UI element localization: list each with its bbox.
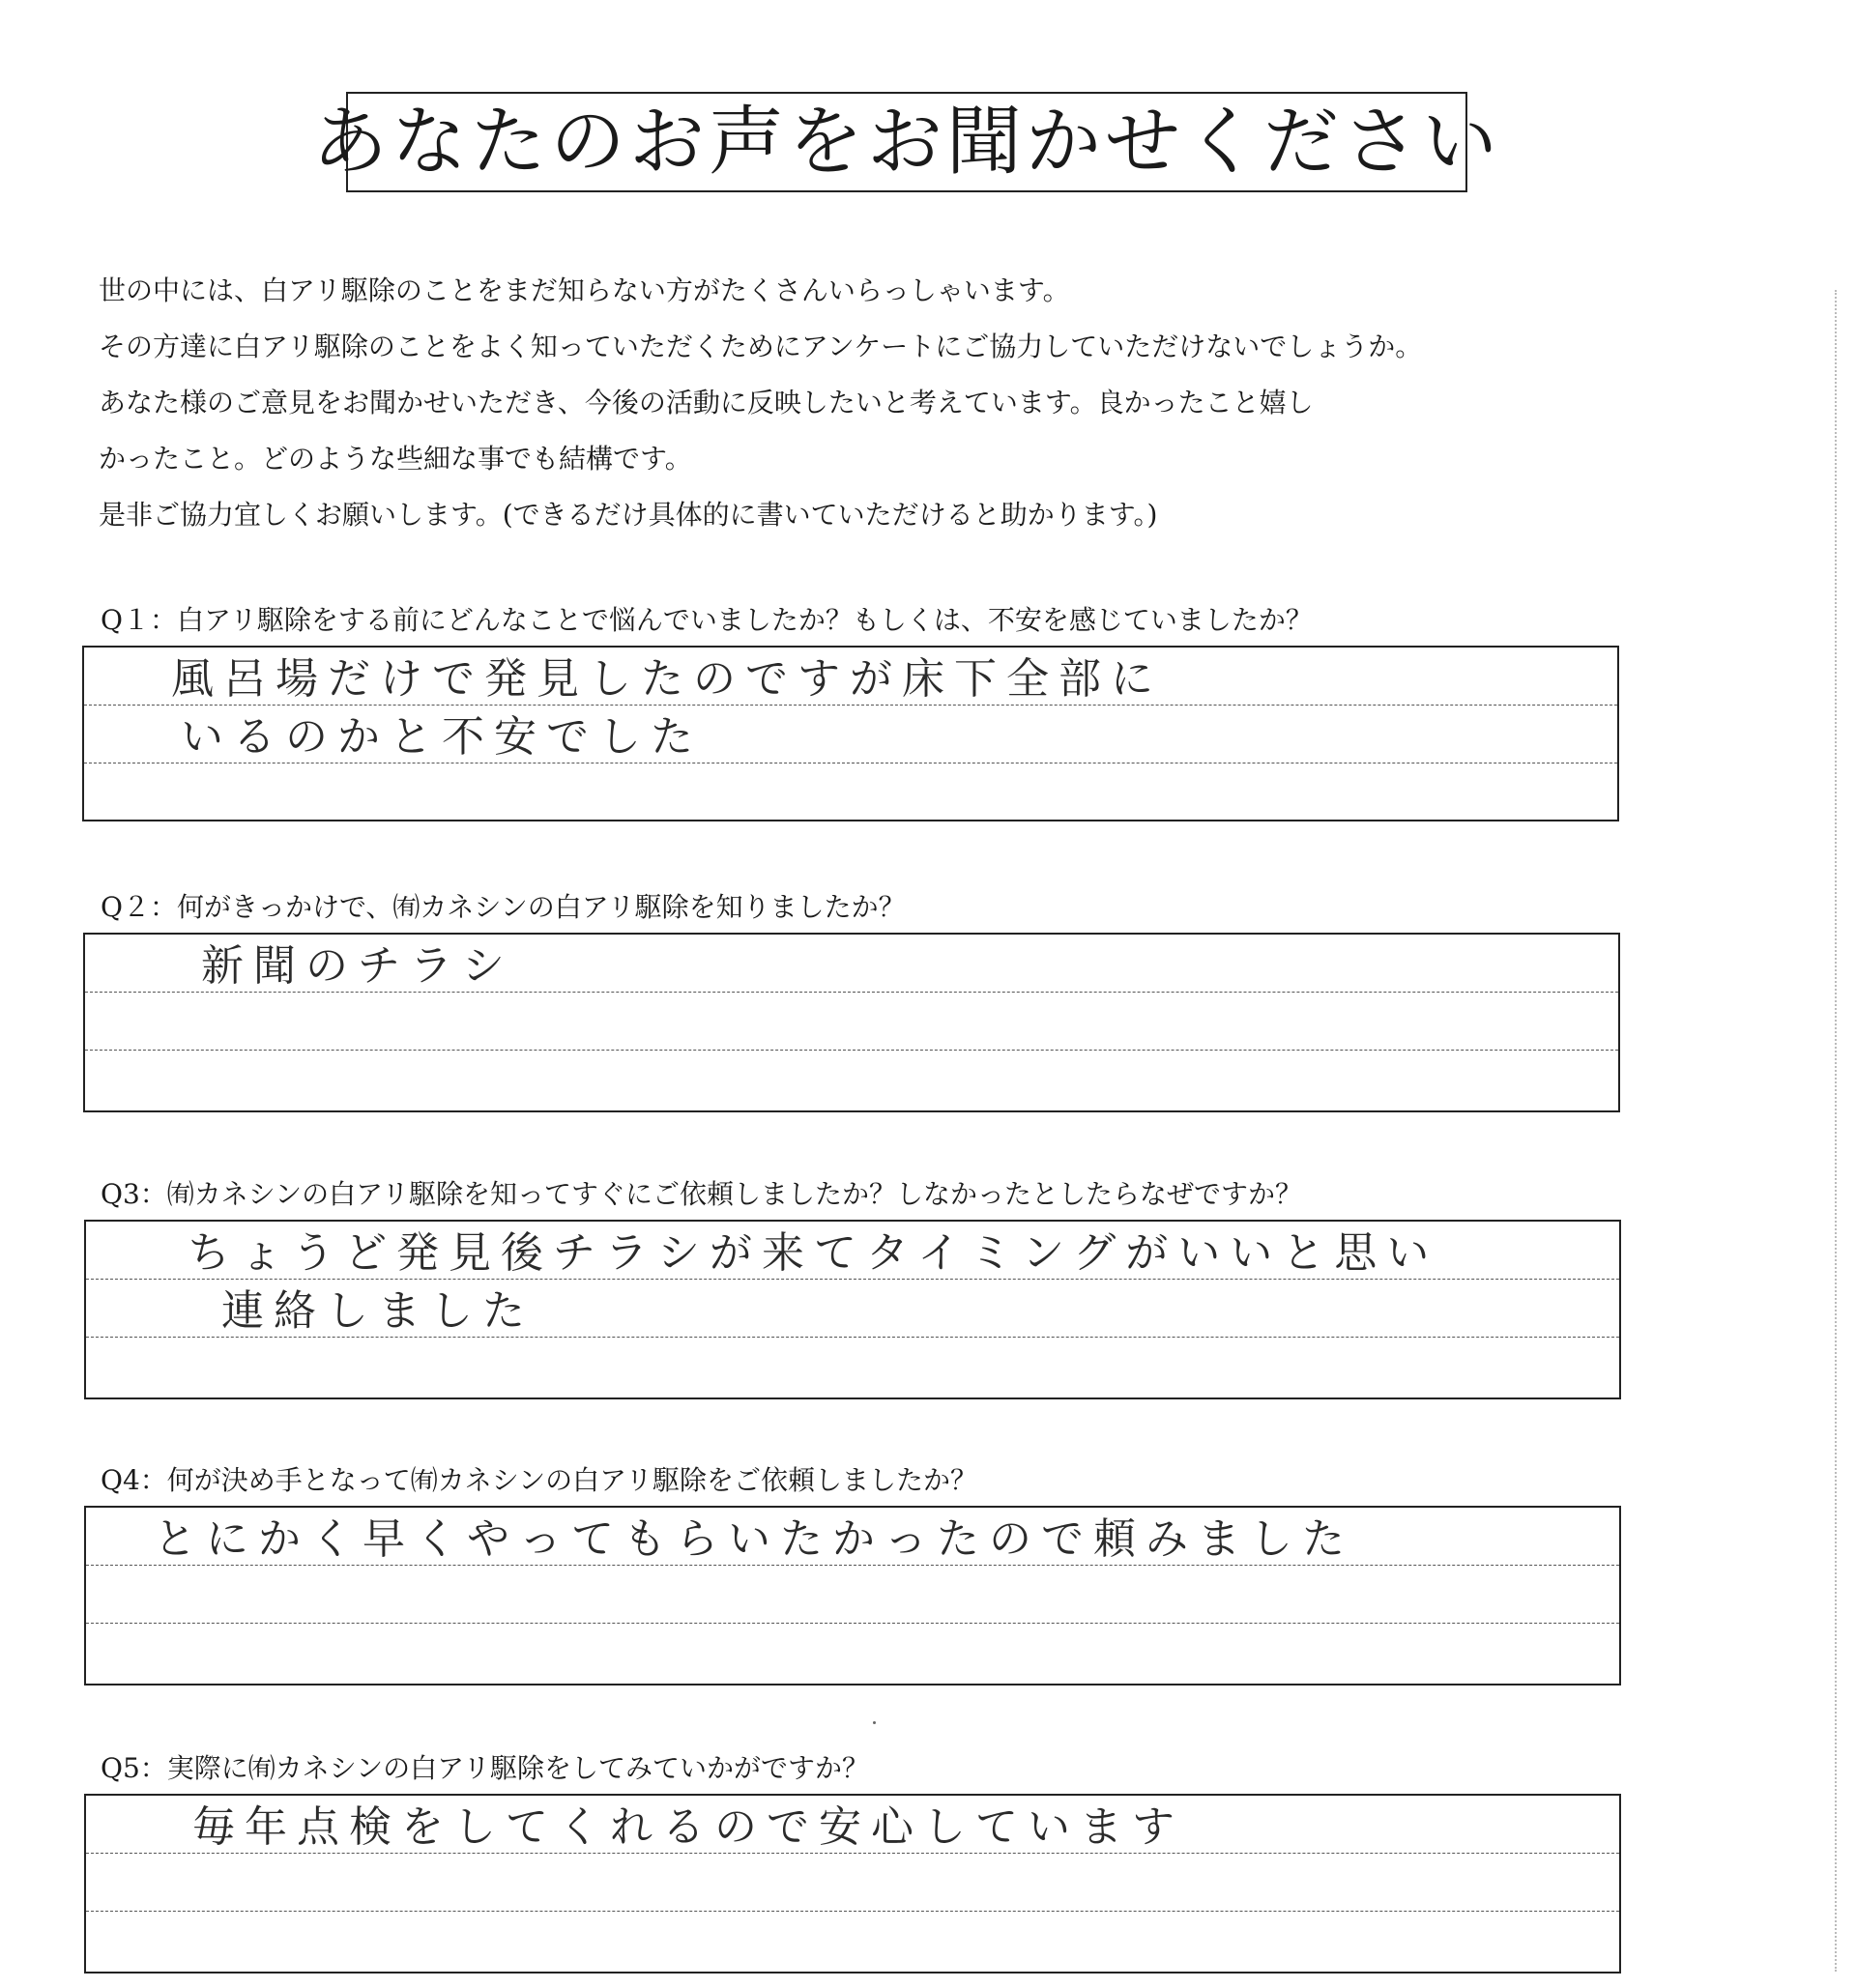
answer-line xyxy=(84,706,1617,764)
question-2-label: Q２：何がきっかけで、㈲カネシンの白アリ駆除を知りましたか？ xyxy=(101,891,906,923)
scan-margin-rule xyxy=(1835,290,1837,1972)
answer-line xyxy=(86,1912,1619,1970)
handwritten-answer: ちょうど発見後チラシが来てタイミングがいいと思い xyxy=(188,1228,1439,1278)
handwritten-answer: 風呂場だけで発見したのですが床下全部に xyxy=(171,654,1163,704)
intro-line: 是非ご協力宜しくお願いします。(できるだけ具体的に書いていただけると助かります。) xyxy=(99,499,1158,531)
answer-line xyxy=(84,764,1617,821)
intro-line: その方達に白アリ駆除のことをよく知っていただくためにアンケートにご協力していただけないでしょうか。 xyxy=(99,331,1423,362)
question-3-label: Q3：㈲カネシンの白アリ駆除を知ってすぐにご依頼しましたか？しなかったとしたらなぜですか？ xyxy=(101,1178,1302,1210)
answer-line xyxy=(85,935,1618,993)
handwritten-answer: 連絡しました xyxy=(221,1286,535,1336)
answer-box-q3 xyxy=(84,1220,1621,1399)
intro-text xyxy=(99,263,1742,543)
question-4-label: Q4：何が決め手となって㈲カネシンの白アリ駆除をご依頼しましたか？ xyxy=(101,1464,977,1496)
answer-box-q4 xyxy=(84,1506,1621,1685)
intro-line: かったこと。どのような些細な事でも結構です。 xyxy=(99,443,692,475)
answer-line xyxy=(86,1624,1619,1682)
answer-line xyxy=(86,1508,1619,1566)
handwritten-answer: 新聞のチラシ xyxy=(201,941,514,991)
answer-line xyxy=(86,1222,1619,1280)
intro-line: あなた様のご意見をお聞かせいただき、今後の活動に反映したいと考えています。良かったこと嬉し xyxy=(99,387,1314,418)
answer-box-q2 xyxy=(83,933,1620,1112)
question-1-label: Q１：白アリ駆除をする前にどんなことで悩んでいましたか？もしくは、不安を感じていましたか？ xyxy=(101,604,1313,636)
answer-line xyxy=(84,648,1617,706)
answer-line xyxy=(86,1566,1619,1624)
answer-line xyxy=(85,1051,1618,1109)
answer-line xyxy=(86,1280,1619,1338)
answer-box-q5 xyxy=(84,1794,1621,1974)
handwritten-answer: いるのかと不安でした xyxy=(181,712,703,762)
scan-speck xyxy=(873,1721,876,1724)
answer-line xyxy=(86,1796,1619,1854)
answer-line xyxy=(86,1854,1619,1912)
handwritten-answer: とにかく早くやってもらいたかったので頼みました xyxy=(154,1514,1354,1564)
answer-line xyxy=(86,1338,1619,1396)
question-5-label: Q5：実際に㈲カネシンの白アリ駆除をしてみていかがですか？ xyxy=(101,1752,869,1784)
intro-line: 世の中には、白アリ駆除のことをまだ知らない方がたくさんいらっしゃいます。 xyxy=(99,274,1070,306)
answer-line xyxy=(85,993,1618,1051)
page-title: あなたのお声をお聞かせください xyxy=(346,92,1467,192)
answer-box-q1 xyxy=(82,646,1619,821)
handwritten-answer: 毎年点検をしてくれるので安心しています xyxy=(192,1802,1184,1852)
